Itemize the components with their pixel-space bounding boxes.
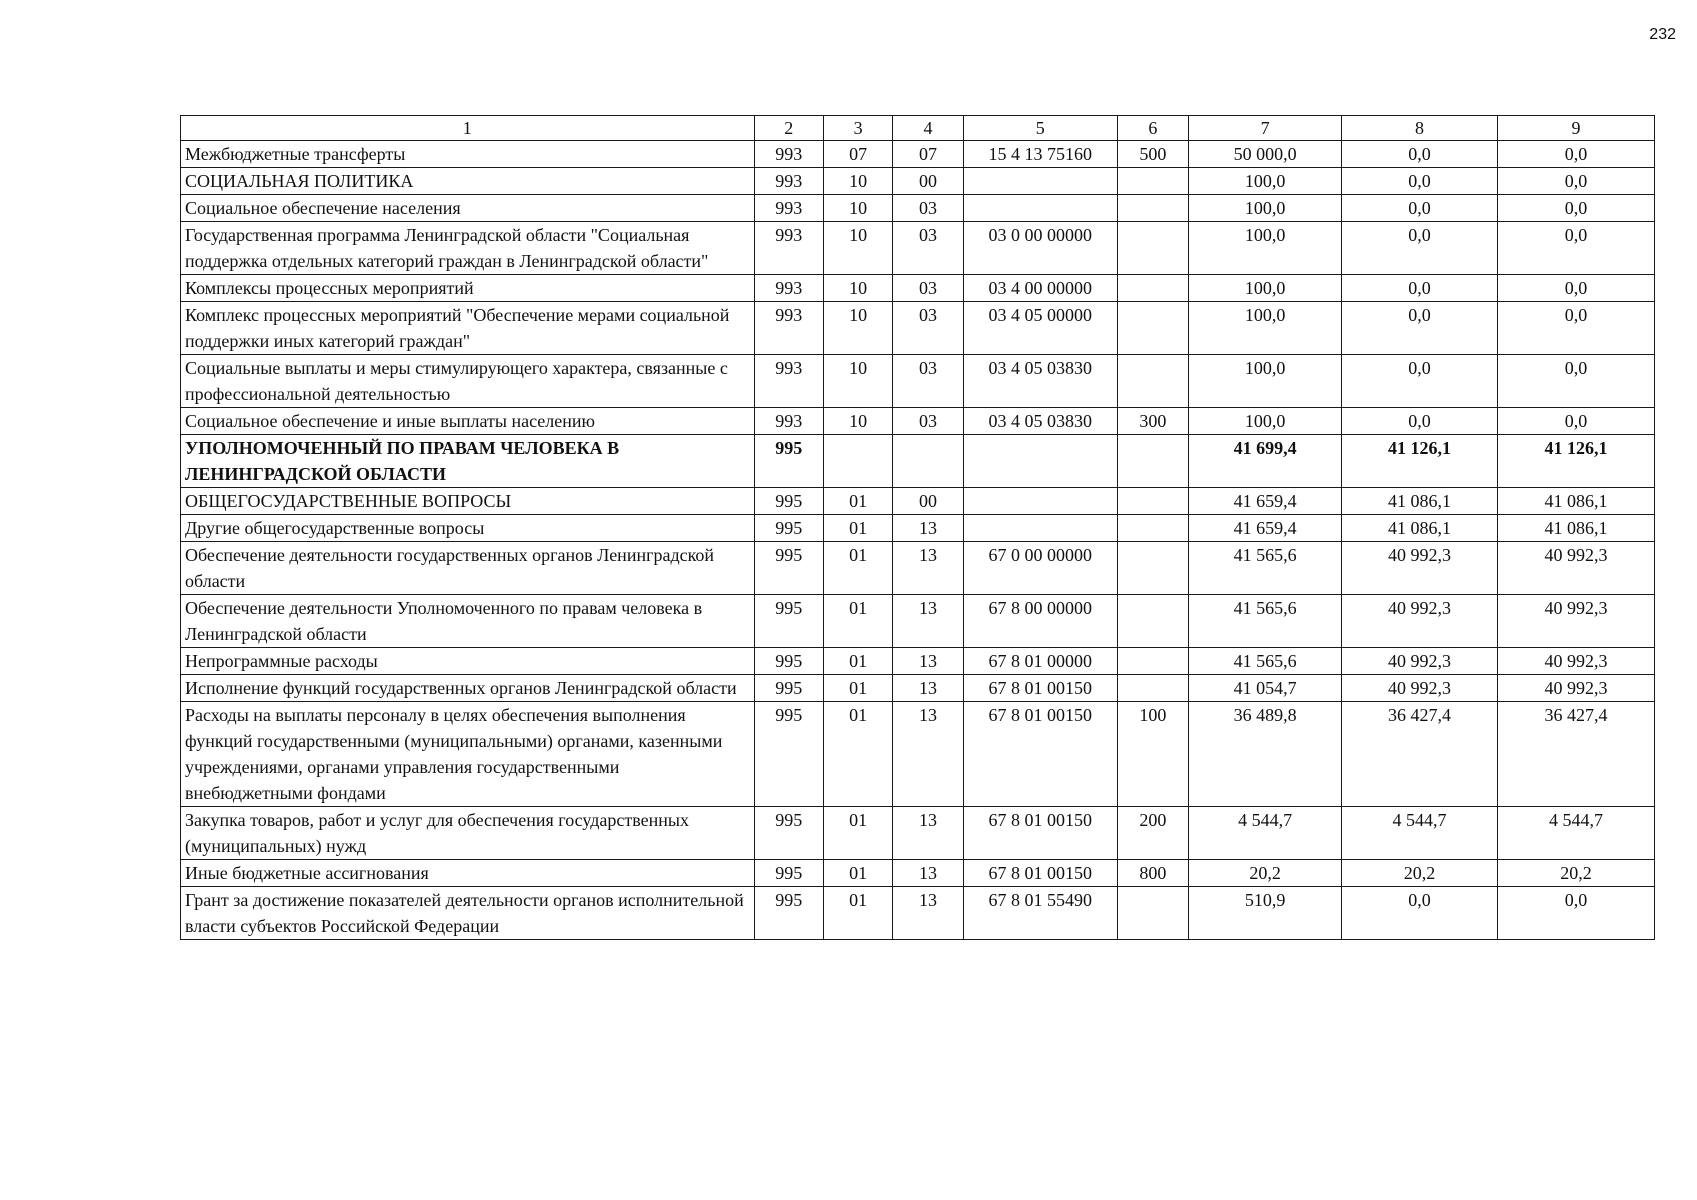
expense-type-cell xyxy=(1117,595,1188,648)
subsection-code-cell: 03 xyxy=(893,355,963,408)
target-article-cell: 03 4 05 00000 xyxy=(963,302,1117,355)
amount-year1-cell: 100,0 xyxy=(1189,302,1342,355)
amount-year3-cell: 40 992,3 xyxy=(1497,675,1654,702)
section-code-cell: 10 xyxy=(823,302,892,355)
amount-year3-cell: 41 086,1 xyxy=(1497,515,1654,542)
section-code-cell: 10 xyxy=(823,408,892,435)
amount-year3-cell: 0,0 xyxy=(1497,141,1654,168)
section-code-cell: 01 xyxy=(823,887,892,940)
amount-year2-cell: 4 544,7 xyxy=(1342,807,1498,860)
amount-year2-cell: 41 126,1 xyxy=(1342,435,1498,488)
table-row xyxy=(181,408,1655,435)
table-row xyxy=(181,860,1655,887)
grbs-code-cell: 993 xyxy=(754,222,823,275)
subsection-code-cell: 13 xyxy=(893,807,963,860)
amount-year1-cell: 20,2 xyxy=(1189,860,1342,887)
table-row xyxy=(181,488,1655,515)
subsection-code-cell: 03 xyxy=(893,302,963,355)
amount-year2-cell: 40 992,3 xyxy=(1342,542,1498,595)
amount-year3-cell: 0,0 xyxy=(1497,408,1654,435)
grbs-code-cell: 995 xyxy=(754,435,823,488)
amount-year2-cell: 40 992,3 xyxy=(1342,648,1498,675)
amount-year1-cell: 50 000,0 xyxy=(1189,141,1342,168)
subsection-code-cell: 03 xyxy=(893,222,963,275)
amount-year1-cell: 41 699,4 xyxy=(1189,435,1342,488)
row-name-cell: Государственная программа Ленинградской области "Социальная поддержка отдельных категорий граждан в Ленинградской области" xyxy=(181,222,755,275)
header-cell: 9 xyxy=(1497,116,1654,141)
amount-year1-cell: 4 544,7 xyxy=(1189,807,1342,860)
row-name-cell: Обеспечение деятельности Уполномоченного по правам человека в Ленинградской области xyxy=(181,595,755,648)
table-row xyxy=(181,435,1655,488)
subsection-code-cell: 13 xyxy=(893,675,963,702)
target-article-cell: 67 0 00 00000 xyxy=(963,542,1117,595)
expense-type-cell xyxy=(1117,275,1188,302)
amount-year2-cell: 41 086,1 xyxy=(1342,515,1498,542)
row-name-cell: Непрограммные расходы xyxy=(181,648,755,675)
amount-year2-cell: 40 992,3 xyxy=(1342,675,1498,702)
amount-year3-cell: 0,0 xyxy=(1497,222,1654,275)
grbs-code-cell: 995 xyxy=(754,595,823,648)
expense-type-cell xyxy=(1117,515,1188,542)
amount-year1-cell: 41 659,4 xyxy=(1189,515,1342,542)
expense-type-cell xyxy=(1117,168,1188,195)
expense-type-cell xyxy=(1117,675,1188,702)
section-code-cell: 01 xyxy=(823,860,892,887)
row-name-cell: Межбюджетные трансферты xyxy=(181,141,755,168)
target-article-cell: 67 8 01 00150 xyxy=(963,860,1117,887)
expense-type-cell: 800 xyxy=(1117,860,1188,887)
table-row xyxy=(181,675,1655,702)
amount-year3-cell: 4 544,7 xyxy=(1497,807,1654,860)
table-row xyxy=(181,515,1655,542)
section-code-cell: 10 xyxy=(823,275,892,302)
target-article-cell: 67 8 01 00150 xyxy=(963,807,1117,860)
section-code-cell: 01 xyxy=(823,675,892,702)
amount-year1-cell: 100,0 xyxy=(1189,355,1342,408)
table-row xyxy=(181,648,1655,675)
expense-type-cell xyxy=(1117,195,1188,222)
grbs-code-cell: 995 xyxy=(754,702,823,807)
section-code-cell: 01 xyxy=(823,515,892,542)
header-cell: 3 xyxy=(823,116,892,141)
expense-type-cell xyxy=(1117,648,1188,675)
subsection-code-cell xyxy=(893,435,963,488)
amount-year1-cell: 41 565,6 xyxy=(1189,648,1342,675)
table-row xyxy=(181,302,1655,355)
grbs-code-cell: 995 xyxy=(754,488,823,515)
grbs-code-cell: 993 xyxy=(754,302,823,355)
subsection-code-cell: 13 xyxy=(893,515,963,542)
amount-year1-cell: 36 489,8 xyxy=(1189,702,1342,807)
row-name-cell: Другие общегосударственные вопросы xyxy=(181,515,755,542)
header-cell: 8 xyxy=(1342,116,1498,141)
amount-year3-cell: 20,2 xyxy=(1497,860,1654,887)
expense-type-cell xyxy=(1117,222,1188,275)
amount-year3-cell: 41 126,1 xyxy=(1497,435,1654,488)
target-article-cell: 67 8 00 00000 xyxy=(963,595,1117,648)
subsection-code-cell: 00 xyxy=(893,168,963,195)
row-name-cell: СОЦИАЛЬНАЯ ПОЛИТИКА xyxy=(181,168,755,195)
table-row xyxy=(181,275,1655,302)
amount-year3-cell: 36 427,4 xyxy=(1497,702,1654,807)
amount-year3-cell: 40 992,3 xyxy=(1497,648,1654,675)
expense-type-cell xyxy=(1117,887,1188,940)
subsection-code-cell: 07 xyxy=(893,141,963,168)
section-code-cell: 10 xyxy=(823,168,892,195)
target-article-cell xyxy=(963,435,1117,488)
amount-year3-cell: 0,0 xyxy=(1497,302,1654,355)
grbs-code-cell: 993 xyxy=(754,168,823,195)
amount-year3-cell: 0,0 xyxy=(1497,275,1654,302)
amount-year1-cell: 41 565,6 xyxy=(1189,542,1342,595)
header-cell: 2 xyxy=(754,116,823,141)
table-row xyxy=(181,887,1655,940)
table-row xyxy=(181,195,1655,222)
amount-year2-cell: 20,2 xyxy=(1342,860,1498,887)
page-number: 232 xyxy=(1649,26,1676,43)
row-name-cell: Социальное обеспечение и иные выплаты населению xyxy=(181,408,755,435)
amount-year2-cell: 0,0 xyxy=(1342,408,1498,435)
grbs-code-cell: 995 xyxy=(754,887,823,940)
subsection-code-cell: 13 xyxy=(893,702,963,807)
table-row xyxy=(181,542,1655,595)
grbs-code-cell: 993 xyxy=(754,141,823,168)
amount-year2-cell: 0,0 xyxy=(1342,168,1498,195)
subsection-code-cell: 03 xyxy=(893,275,963,302)
grbs-code-cell: 993 xyxy=(754,355,823,408)
grbs-code-cell: 995 xyxy=(754,648,823,675)
amount-year1-cell: 41 659,4 xyxy=(1189,488,1342,515)
section-code-cell: 10 xyxy=(823,222,892,275)
header-cell: 7 xyxy=(1189,116,1342,141)
header-cell: 5 xyxy=(963,116,1117,141)
section-code-cell: 01 xyxy=(823,807,892,860)
target-article-cell: 67 8 01 55490 xyxy=(963,887,1117,940)
amount-year1-cell: 100,0 xyxy=(1189,408,1342,435)
target-article-cell: 15 4 13 75160 xyxy=(963,141,1117,168)
header-cell: 6 xyxy=(1117,116,1188,141)
amount-year2-cell: 0,0 xyxy=(1342,887,1498,940)
grbs-code-cell: 993 xyxy=(754,408,823,435)
section-code-cell: 10 xyxy=(823,195,892,222)
expense-type-cell: 500 xyxy=(1117,141,1188,168)
subsection-code-cell: 13 xyxy=(893,648,963,675)
target-article-cell xyxy=(963,515,1117,542)
expense-type-cell xyxy=(1117,302,1188,355)
amount-year1-cell: 41 565,6 xyxy=(1189,595,1342,648)
row-name-cell: Комплекс процессных мероприятий "Обеспечение мерами социальной поддержки иных категорий граждан" xyxy=(181,302,755,355)
target-article-cell: 03 0 00 00000 xyxy=(963,222,1117,275)
row-name-cell: Исполнение функций государственных органов Ленинградской области xyxy=(181,675,755,702)
grbs-code-cell: 995 xyxy=(754,675,823,702)
expense-type-cell: 200 xyxy=(1117,807,1188,860)
amount-year1-cell: 100,0 xyxy=(1189,275,1342,302)
section-code-cell: 01 xyxy=(823,702,892,807)
expense-type-cell xyxy=(1117,435,1188,488)
amount-year3-cell: 0,0 xyxy=(1497,195,1654,222)
amount-year3-cell: 41 086,1 xyxy=(1497,488,1654,515)
target-article-cell: 03 4 05 03830 xyxy=(963,355,1117,408)
amount-year3-cell: 40 992,3 xyxy=(1497,595,1654,648)
amount-year2-cell: 36 427,4 xyxy=(1342,702,1498,807)
table-row xyxy=(181,702,1655,807)
grbs-code-cell: 995 xyxy=(754,542,823,595)
amount-year2-cell: 0,0 xyxy=(1342,141,1498,168)
target-article-cell xyxy=(963,195,1117,222)
budget-table xyxy=(180,115,1655,940)
amount-year3-cell: 0,0 xyxy=(1497,355,1654,408)
expense-type-cell xyxy=(1117,355,1188,408)
target-article-cell: 67 8 01 00150 xyxy=(963,702,1117,807)
expense-type-cell: 300 xyxy=(1117,408,1188,435)
row-name-cell: Обеспечение деятельности государственных органов Ленинградской области xyxy=(181,542,755,595)
table-row xyxy=(181,222,1655,275)
amount-year3-cell: 0,0 xyxy=(1497,887,1654,940)
target-article-cell xyxy=(963,168,1117,195)
section-code-cell: 01 xyxy=(823,488,892,515)
subsection-code-cell: 13 xyxy=(893,595,963,648)
amount-year2-cell: 0,0 xyxy=(1342,355,1498,408)
row-name-cell: Закупка товаров, работ и услуг для обеспечения государственных (муниципальных) нужд xyxy=(181,807,755,860)
amount-year3-cell: 40 992,3 xyxy=(1497,542,1654,595)
row-name-cell: Расходы на выплаты персоналу в целях обеспечения выполнения функций государственными (муниципальными) органами, казенными учреждениями, органами управления государственными внебюджетными фондами xyxy=(181,702,755,807)
section-code-cell: 01 xyxy=(823,542,892,595)
table-row xyxy=(181,595,1655,648)
amount-year2-cell: 0,0 xyxy=(1342,275,1498,302)
grbs-code-cell: 995 xyxy=(754,515,823,542)
table-row xyxy=(181,807,1655,860)
subsection-code-cell: 13 xyxy=(893,887,963,940)
grbs-code-cell: 995 xyxy=(754,807,823,860)
amount-year1-cell: 100,0 xyxy=(1189,195,1342,222)
subsection-code-cell: 13 xyxy=(893,860,963,887)
table-row xyxy=(181,141,1655,168)
target-article-cell: 03 4 00 00000 xyxy=(963,275,1117,302)
expense-type-cell: 100 xyxy=(1117,702,1188,807)
amount-year1-cell: 510,9 xyxy=(1189,887,1342,940)
header-row xyxy=(181,116,1655,141)
section-code-cell: 07 xyxy=(823,141,892,168)
section-code-cell xyxy=(823,435,892,488)
amount-year1-cell: 100,0 xyxy=(1189,168,1342,195)
expense-type-cell xyxy=(1117,488,1188,515)
section-code-cell: 01 xyxy=(823,595,892,648)
expense-type-cell xyxy=(1117,542,1188,595)
row-name-cell: Комплексы процессных мероприятий xyxy=(181,275,755,302)
header-cell: 4 xyxy=(893,116,963,141)
row-name-cell: ОБЩЕГОСУДАРСТВЕННЫЕ ВОПРОСЫ xyxy=(181,488,755,515)
amount-year2-cell: 41 086,1 xyxy=(1342,488,1498,515)
grbs-code-cell: 993 xyxy=(754,275,823,302)
row-name-cell: Грант за достижение показателей деятельности органов исполнительной власти субъектов Российской Федерации xyxy=(181,887,755,940)
subsection-code-cell: 03 xyxy=(893,195,963,222)
section-code-cell: 01 xyxy=(823,648,892,675)
section-code-cell: 10 xyxy=(823,355,892,408)
table-row xyxy=(181,168,1655,195)
amount-year1-cell: 41 054,7 xyxy=(1189,675,1342,702)
target-article-cell: 67 8 01 00150 xyxy=(963,675,1117,702)
target-article-cell: 03 4 05 03830 xyxy=(963,408,1117,435)
amount-year2-cell: 0,0 xyxy=(1342,195,1498,222)
amount-year3-cell: 0,0 xyxy=(1497,168,1654,195)
header-cell: 1 xyxy=(181,116,755,141)
amount-year2-cell: 0,0 xyxy=(1342,222,1498,275)
target-article-cell: 67 8 01 00000 xyxy=(963,648,1117,675)
grbs-code-cell: 995 xyxy=(754,860,823,887)
subsection-code-cell: 03 xyxy=(893,408,963,435)
target-article-cell xyxy=(963,488,1117,515)
amount-year2-cell: 0,0 xyxy=(1342,302,1498,355)
row-name-cell: Социальное обеспечение населения xyxy=(181,195,755,222)
row-name-cell: Социальные выплаты и меры стимулирующего характера, связанные с профессиональной деятельностью xyxy=(181,355,755,408)
subsection-code-cell: 13 xyxy=(893,542,963,595)
table-row xyxy=(181,355,1655,408)
subsection-code-cell: 00 xyxy=(893,488,963,515)
amount-year1-cell: 100,0 xyxy=(1189,222,1342,275)
amount-year2-cell: 40 992,3 xyxy=(1342,595,1498,648)
row-name-cell: УПОЛНОМОЧЕННЫЙ ПО ПРАВАМ ЧЕЛОВЕКА В ЛЕНИНГРАДСКОЙ ОБЛАСТИ xyxy=(181,435,755,488)
row-name-cell: Иные бюджетные ассигнования xyxy=(181,860,755,887)
grbs-code-cell: 993 xyxy=(754,195,823,222)
